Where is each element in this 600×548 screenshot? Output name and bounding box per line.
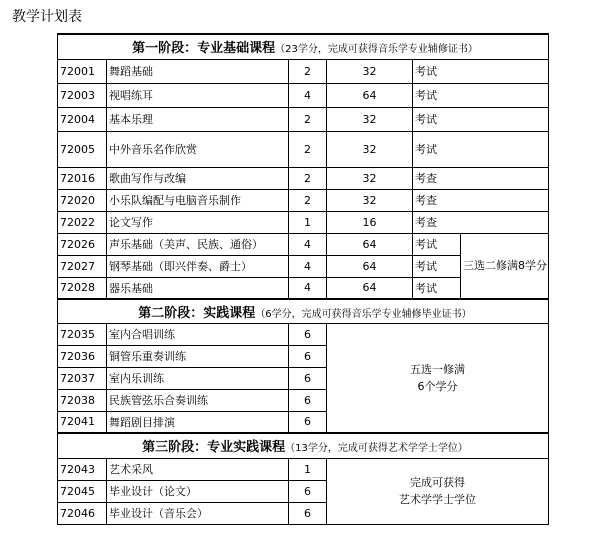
course-name: 中外音乐名作欣赏 — [107, 131, 289, 167]
stage-3-note: （13学分，完成可获得艺术学学士学位） — [285, 443, 468, 455]
course-exam: 考试 — [413, 107, 549, 131]
table-row — [58, 167, 549, 189]
course-code: 72004 — [58, 107, 107, 131]
course-hours: 32 — [327, 167, 413, 189]
course-hours: 64 — [327, 83, 413, 107]
course-name: 室内乐训练 — [107, 367, 289, 389]
course-name: 小乐队编配与电脑音乐制作 — [107, 189, 289, 211]
table-row — [58, 59, 549, 83]
table-row — [58, 107, 549, 131]
course-hours: 64 — [327, 277, 413, 299]
course-name: 钢琴基础（即兴伴奏、爵士） — [107, 255, 289, 277]
course-name: 艺术采风 — [107, 458, 289, 480]
course-credits: 2 — [289, 167, 327, 189]
course-credits: 2 — [289, 131, 327, 167]
teaching-plan-table — [57, 33, 549, 525]
course-credits: 6 — [289, 323, 327, 345]
course-exam: 考试 — [413, 233, 461, 255]
course-code: 72041 — [58, 411, 107, 433]
course-name: 铜管乐重奏训练 — [107, 345, 289, 367]
course-name: 民族管弦乐合奏训练 — [107, 389, 289, 411]
course-hours: 32 — [327, 189, 413, 211]
elective-note: 三选二修满8学分 — [461, 233, 549, 299]
course-code: 72043 — [58, 458, 107, 480]
course-credits: 4 — [289, 255, 327, 277]
course-name: 毕业设计（论文） — [107, 480, 289, 502]
course-code: 72035 — [58, 323, 107, 345]
course-credits: 4 — [289, 233, 327, 255]
stage-2-title: 第二阶段：实践课程 — [138, 305, 256, 321]
course-name: 室内合唱训练 — [107, 323, 289, 345]
page-title: 教学计划表 — [12, 9, 82, 25]
stage-3-completion-note — [327, 458, 549, 524]
table-row — [58, 233, 549, 255]
course-credits: 6 — [289, 367, 327, 389]
stage-1-header — [58, 34, 549, 59]
course-credits: 4 — [289, 83, 327, 107]
course-exam: 考试 — [413, 277, 461, 299]
stage-3-header — [58, 433, 549, 458]
course-code: 72028 — [58, 277, 107, 299]
course-code: 72001 — [58, 59, 107, 83]
course-exam: 考试 — [413, 83, 549, 107]
elective-line-2: 6个学分 — [417, 379, 458, 393]
course-credits: 6 — [289, 389, 327, 411]
course-code: 72027 — [58, 255, 107, 277]
course-name: 视唱练耳 — [107, 83, 289, 107]
course-credits: 1 — [289, 211, 327, 233]
stage-1-title: 第一阶段：专业基础课程 — [132, 41, 276, 57]
stage-1-note: （23学分，完成可获得音乐学专业辅修证书） — [275, 44, 478, 56]
stage-2-elective-note — [327, 323, 549, 433]
table-row — [58, 458, 549, 480]
course-code: 72045 — [58, 480, 107, 502]
course-credits: 6 — [289, 345, 327, 367]
course-code: 72037 — [58, 367, 107, 389]
course-exam: 考查 — [413, 211, 549, 233]
course-code: 72005 — [58, 131, 107, 167]
course-code: 72026 — [58, 233, 107, 255]
course-hours: 32 — [327, 131, 413, 167]
course-name: 舞蹈剧目排演 — [107, 411, 289, 433]
course-credits: 1 — [289, 458, 327, 480]
course-credits: 4 — [289, 277, 327, 299]
course-code: 72046 — [58, 502, 107, 524]
course-credits: 6 — [289, 411, 327, 433]
course-exam: 考试 — [413, 255, 461, 277]
elective-line-1: 五选一修满 — [410, 362, 465, 376]
course-code: 72038 — [58, 389, 107, 411]
course-name: 基本乐理 — [107, 107, 289, 131]
course-name: 器乐基础 — [107, 277, 289, 299]
stage-2-header — [58, 299, 549, 323]
course-exam: 考试 — [413, 59, 549, 83]
course-hours: 64 — [327, 233, 413, 255]
completion-line-1: 完成可获得 — [410, 476, 465, 489]
course-hours: 64 — [327, 255, 413, 277]
table-row — [58, 323, 549, 345]
course-code: 72020 — [58, 189, 107, 211]
course-name: 歌曲写作与改编 — [107, 167, 289, 189]
course-credits: 6 — [289, 480, 327, 502]
course-name: 舞蹈基础 — [107, 59, 289, 83]
table-row — [58, 131, 549, 167]
table-row — [58, 189, 549, 211]
course-code: 72022 — [58, 211, 107, 233]
course-hours: 32 — [327, 107, 413, 131]
course-name: 声乐基础（美声、民族、通俗） — [107, 233, 289, 255]
course-hours: 16 — [327, 211, 413, 233]
course-exam: 考查 — [413, 189, 549, 211]
course-code: 72036 — [58, 345, 107, 367]
course-exam: 考试 — [413, 131, 549, 167]
course-credits: 6 — [289, 502, 327, 524]
completion-line-2: 艺术学学士学位 — [399, 493, 476, 506]
course-code: 72016 — [58, 167, 107, 189]
course-name: 毕业设计（音乐会） — [107, 502, 289, 524]
course-name: 论文写作 — [107, 211, 289, 233]
course-credits: 2 — [289, 189, 327, 211]
course-hours: 32 — [327, 59, 413, 83]
course-credits: 2 — [289, 107, 327, 131]
course-exam: 考查 — [413, 167, 549, 189]
stage-3-title: 第三阶段：专业实践课程 — [142, 440, 286, 456]
course-credits: 2 — [289, 59, 327, 83]
course-code: 72003 — [58, 83, 107, 107]
table-row — [58, 83, 549, 107]
stage-2-note: （6学分，完成可获得音乐学专业辅修毕业证书） — [255, 308, 472, 320]
table-row — [58, 211, 549, 233]
